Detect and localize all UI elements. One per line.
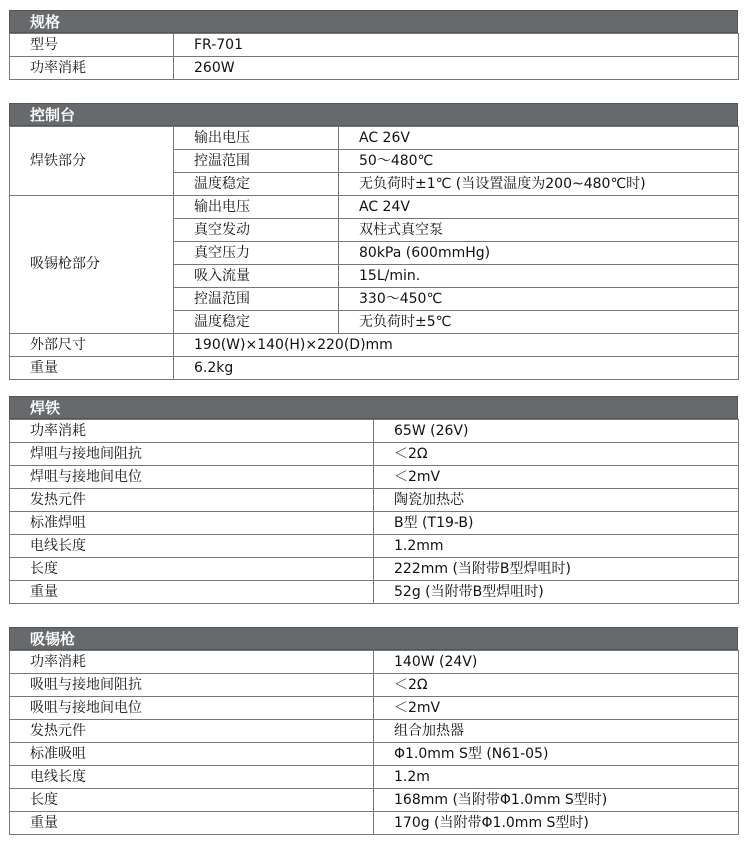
row-value: 330～450℃ xyxy=(339,288,739,311)
row-label: 标准吸咀 xyxy=(10,743,374,766)
row-label: 输出电压 xyxy=(174,196,339,219)
row-label: 长度 xyxy=(10,558,374,581)
row-value: 222mm (当附带B型焊咀时) xyxy=(374,558,739,581)
table-row xyxy=(10,651,739,674)
row-label: 温度稳定 xyxy=(174,173,339,196)
row-label: 吸咀与接地间阻抗 xyxy=(10,674,374,697)
row-label: 重量 xyxy=(10,357,174,380)
row-label: 输出电压 xyxy=(174,127,339,150)
table-row xyxy=(10,127,739,150)
group-label: 吸锡枪部分 xyxy=(10,196,174,334)
row-value: 50～480℃ xyxy=(339,150,739,173)
gun-header: 吸锡枪 xyxy=(9,627,738,650)
row-value: 140W (24V) xyxy=(374,651,739,674)
row-label: 重量 xyxy=(10,581,374,604)
row-label: 型号 xyxy=(10,34,174,57)
row-value: ＜2mV xyxy=(374,466,739,489)
table-row xyxy=(10,674,739,697)
row-value: 1.2m xyxy=(374,766,739,789)
row-value: 6.2kg xyxy=(174,357,739,380)
table-row xyxy=(10,789,739,812)
row-value: B型 (T19-B) xyxy=(374,512,739,535)
row-value: 260W xyxy=(174,57,739,80)
row-label: 外部尺寸 xyxy=(10,334,174,357)
group-label: 焊铁部分 xyxy=(10,127,174,196)
console-section xyxy=(9,103,738,380)
gun-table xyxy=(9,650,739,835)
row-value: 1.2mm xyxy=(374,535,739,558)
table-row xyxy=(10,334,739,357)
row-value: Φ1.0mm S型 (N61-05) xyxy=(374,743,739,766)
row-value: ＜2mV xyxy=(374,697,739,720)
row-value: 52g (当附带B型焊咀时) xyxy=(374,581,739,604)
table-row xyxy=(10,57,739,80)
row-label: 发热元件 xyxy=(10,720,374,743)
row-value: AC 24V xyxy=(339,196,739,219)
table-row xyxy=(10,489,739,512)
row-value: ＜2Ω xyxy=(374,443,739,466)
table-row xyxy=(10,357,739,380)
table-row xyxy=(10,196,739,219)
spec-section xyxy=(9,10,738,80)
row-label: 功率消耗 xyxy=(10,651,374,674)
table-row xyxy=(10,443,739,466)
gun-section xyxy=(9,627,738,835)
row-value: 80kPa (600mmHg) xyxy=(339,242,739,265)
row-value: 170g (当附带Φ1.0mm S型时) xyxy=(374,812,739,835)
iron-header: 焊铁 xyxy=(9,396,738,419)
row-label: 长度 xyxy=(10,789,374,812)
table-row xyxy=(10,581,739,604)
row-label: 重量 xyxy=(10,812,374,835)
row-label: 真空发动 xyxy=(174,219,339,242)
table-row xyxy=(10,34,739,57)
spec-header: 规格 xyxy=(9,10,738,33)
table-row xyxy=(10,535,739,558)
row-value: 190(W)×140(H)×220(D)mm xyxy=(174,334,739,357)
row-value: AC 26V xyxy=(339,127,739,150)
row-label: 吸咀与接地间电位 xyxy=(10,697,374,720)
row-label: 温度稳定 xyxy=(174,311,339,334)
table-row xyxy=(10,743,739,766)
row-label: 控温范围 xyxy=(174,288,339,311)
row-label: 发热元件 xyxy=(10,489,374,512)
row-label: 标准焊咀 xyxy=(10,512,374,535)
table-row xyxy=(10,697,739,720)
table-row xyxy=(10,766,739,789)
console-header: 控制台 xyxy=(9,103,738,126)
table-row xyxy=(10,466,739,489)
row-label: 焊咀与接地间阻抗 xyxy=(10,443,374,466)
row-value: 15L/min. xyxy=(339,265,739,288)
row-value: 168mm (当附带Φ1.0mm S型时) xyxy=(374,789,739,812)
row-label: 焊咀与接地间电位 xyxy=(10,466,374,489)
row-value: FR-701 xyxy=(174,34,739,57)
row-value: 双柱式真空泵 xyxy=(339,219,739,242)
iron-table xyxy=(9,419,739,604)
row-value: 无负荷时±5℃ xyxy=(339,311,739,334)
spec-table xyxy=(9,33,739,80)
row-label: 控温范围 xyxy=(174,150,339,173)
iron-section xyxy=(9,396,738,604)
table-row xyxy=(10,720,739,743)
console-table xyxy=(9,126,739,380)
row-label: 功率消耗 xyxy=(10,57,174,80)
row-value: ＜2Ω xyxy=(374,674,739,697)
row-value: 无负荷时±1℃ (当设置温度为200~480℃时) xyxy=(339,173,739,196)
row-label: 电线长度 xyxy=(10,535,374,558)
table-row xyxy=(10,420,739,443)
table-row xyxy=(10,558,739,581)
row-label: 电线长度 xyxy=(10,766,374,789)
table-row xyxy=(10,512,739,535)
row-label: 功率消耗 xyxy=(10,420,374,443)
row-value: 65W (26V) xyxy=(374,420,739,443)
row-label: 真空压力 xyxy=(174,242,339,265)
row-value: 陶瓷加热芯 xyxy=(374,489,739,512)
row-label: 吸入流量 xyxy=(174,265,339,288)
row-value: 组合加热器 xyxy=(374,720,739,743)
table-row xyxy=(10,812,739,835)
